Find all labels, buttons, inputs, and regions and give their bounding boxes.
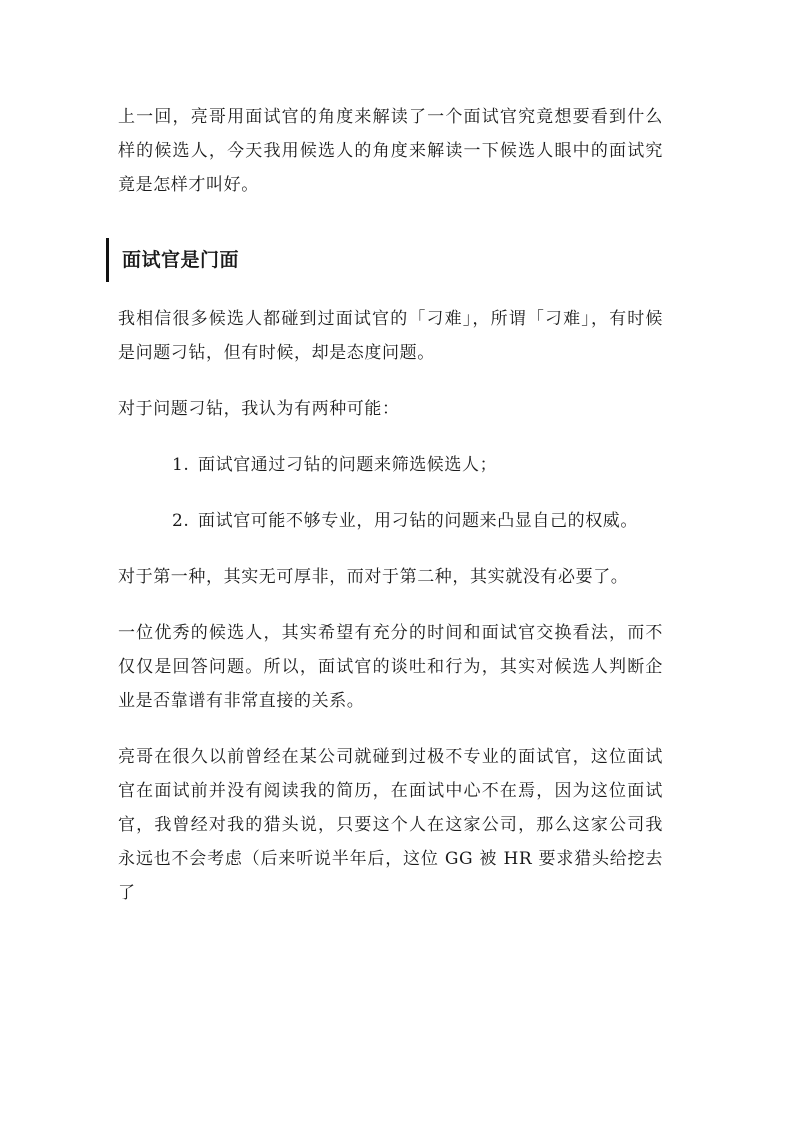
section-heading-text: 面试官是门面 — [122, 249, 240, 271]
paragraph-4: 一位优秀的候选人，其实希望有充分的时间和面试官交换看法，而不仅仅是回答问题。所以，面试官的谈吐和行为，其实对候选人判断企业是否靠谱有非常直接的关系。 — [118, 623, 663, 711]
list-item-text: 面试官通过刁钻的问题来筛选候选人； — [198, 455, 498, 475]
list-item-number: 2. — [172, 511, 190, 531]
list-item-number: 1. — [172, 455, 190, 475]
heading-accent-bar — [106, 238, 109, 282]
paragraph-5: 亮哥在很久以前曾经在某公司就碰到过极不专业的面试官，这位面试官在面试前并没有阅读我的简历，在面试中心不在焉，因为这位面试官，我曾经对我的猎头说，只要这个人在这家公司，那么这家公司我永远也不会考虑（后来听说半年后，这位 GG 被 HR 要求猎头给挖去了 — [118, 747, 663, 903]
list-item-text: 面试官可能不够专业，用刁钻的问题来凸显自己的权威。 — [198, 511, 638, 531]
intro-paragraph: 上一回，亮哥用面试官的角度来解读了一个面试官究竟想要看到什么样的候选人，今天我用候选人的角度来解读一下候选人眼中的面试究竟是怎样才叫好。 — [118, 107, 663, 195]
document-page — [118, 100, 663, 932]
list-item — [118, 504, 663, 538]
paragraph-3: 对于第一种，其实无可厚非，而对于第二种，其实就没有必要了。 — [118, 567, 629, 587]
section-heading — [118, 240, 663, 280]
numbered-list — [118, 448, 663, 538]
list-item — [118, 448, 663, 482]
paragraph-1: 我相信很多候选人都碰到过面试官的「刁难」，所谓「刁难」，有时候是问题刁钻，但有时候，却是态度问题。 — [118, 309, 663, 363]
paragraph-2: 对于问题刁钻，我认为有两种可能： — [118, 399, 400, 419]
